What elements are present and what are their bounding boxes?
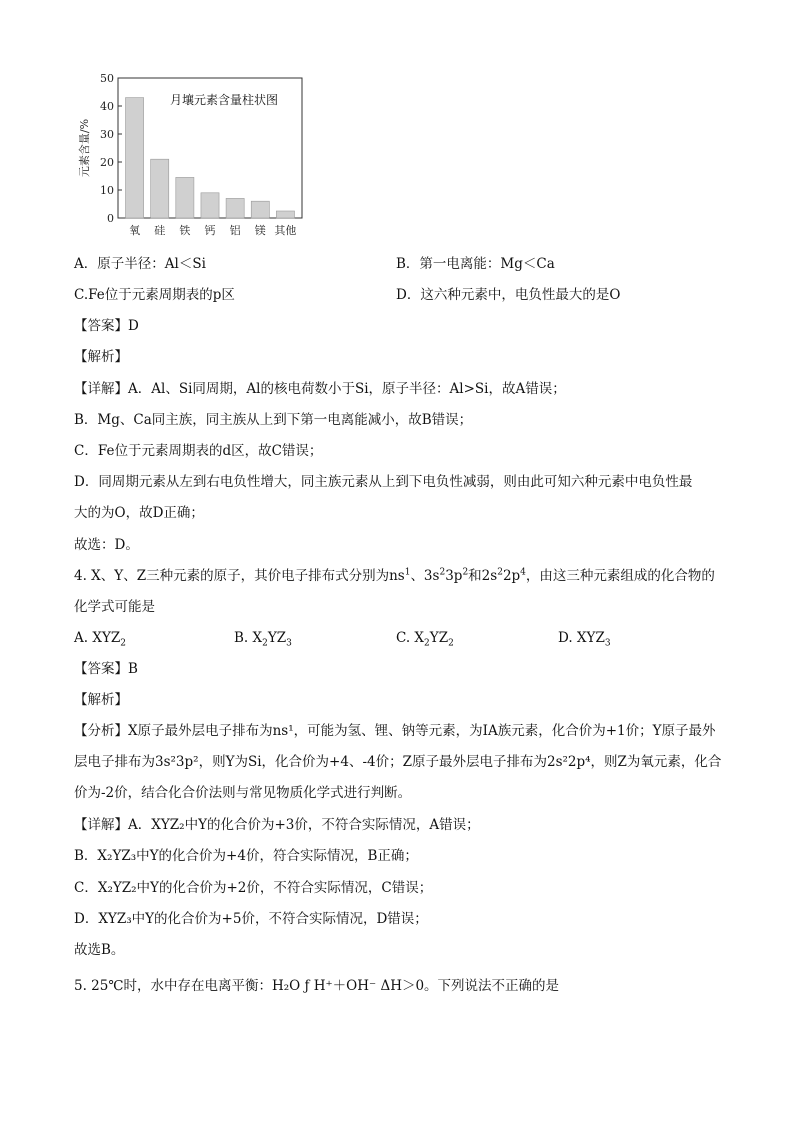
q4-detail-line-5: 故选B。 xyxy=(74,942,125,958)
element-content-bar-chart xyxy=(74,70,314,245)
y-tick-label: 50 xyxy=(100,72,114,85)
x-tick-label: 铁 xyxy=(179,224,191,237)
q3-detail-line-5: 大的为O，故D正确； xyxy=(74,505,204,521)
q4-detail-line-1: 【详解】A．XYZ₂中Y的化合价为+3价，不符合实际情况，A错误； xyxy=(74,817,480,833)
q4-option-sub: 2 xyxy=(424,638,430,649)
q4-stem-sup: 2 xyxy=(439,567,446,578)
y-tick-label: 10 xyxy=(100,184,114,197)
q3-analysis-label: 【解析】 xyxy=(74,349,128,365)
q3-detail-line-6: 故选：D。 xyxy=(74,537,139,553)
q4-option-text: C. X xyxy=(396,630,425,646)
q4-option-b xyxy=(234,628,292,648)
q3-option-b: B．第一电离能：Mg＜Ca xyxy=(396,256,555,272)
q4-option-text: YZ xyxy=(267,630,287,646)
q4-option-sub: 2 xyxy=(262,638,268,649)
q3-option-c: C.Fe位于元素周期表的p区 xyxy=(74,287,235,303)
q4-option-text: B. X xyxy=(234,630,263,646)
q4-stem-part: 3p xyxy=(445,568,463,584)
q5-stem: 5. 25℃时，水中存在电离平衡：H₂O ƒ H⁺＋OH⁻ ΔH＞0。下列说法不正确的是 xyxy=(74,978,560,994)
q4-answer: 【答案】B xyxy=(74,661,138,677)
x-tick-label: 氧 xyxy=(129,224,141,237)
q4-detail-line-4: D．XYZ₃中Y的化合价为+5价，不符合实际情况，D错误； xyxy=(74,911,428,927)
q3-detail-line-1: 【详解】A．Al、Si同周期，Al的核电荷数小于Si，原子半径：Al>Si，故A错误； xyxy=(74,381,566,397)
q4-analysis-paragraph: 【分析】X原子最外层电子排布为ns¹，可能为氢、锂、钠等元素，为IA族元素，化合价为+1价；Y原子最外层电子排布为3s²3p²，则Y为Si，化合价为+4、-4价；Z原子最外层电子排布为2s²2p⁴，则Z为氧元素，化合价为-2价，结合化合价法则与常见物质化学式进行判断。 xyxy=(74,723,722,801)
y-tick-label: 20 xyxy=(100,156,114,169)
q3-detail-line-4: D．同周期元素从左到右电负性增大，同主族元素从上到下电负性减弱，则由此可知六种元素中电负性最 xyxy=(74,474,693,490)
q4-option-text: YZ xyxy=(429,630,449,646)
q3-option-a: A．原子半径：Al＜Si xyxy=(74,256,206,272)
bar xyxy=(126,98,144,218)
q4-stem-line-2: 化学式可能是 xyxy=(74,599,155,615)
x-tick-label: 镁 xyxy=(254,224,266,237)
q4-stem-line-1 xyxy=(74,566,715,586)
y-tick-label: 0 xyxy=(107,212,114,225)
q4-stem-sup: 4 xyxy=(520,567,526,578)
q4-option-sub: 2 xyxy=(120,638,126,649)
x-tick-label: 钙 xyxy=(204,224,216,237)
y-axis-label: 元素含量/% xyxy=(78,118,91,178)
x-tick-label: 其他 xyxy=(274,224,297,237)
q4-option-c xyxy=(396,628,454,648)
q4-detail-line-2: B．X₂YZ₃中Y的化合价为+4价，符合实际情况，B正确； xyxy=(74,848,418,864)
q4-option-sub: 3 xyxy=(604,638,611,649)
bar xyxy=(251,201,269,218)
q3-option-d: D．这六种元素中，电负性最大的是O xyxy=(396,287,621,303)
q4-detail-line-3: C．X₂YZ₂中Y的化合价为+2价，不符合实际情况，C错误； xyxy=(74,880,433,896)
q4-stem-sup: 1 xyxy=(404,567,411,578)
bar xyxy=(276,211,294,218)
y-tick-label: 40 xyxy=(100,100,114,113)
q4-stem-sup: 2 xyxy=(462,567,469,578)
x-tick-label: 硅 xyxy=(154,224,166,237)
q4-stem-part: 和2s xyxy=(468,568,498,584)
q4-option-sub: 3 xyxy=(286,638,292,649)
q4-option-text: D. XYZ xyxy=(558,630,605,646)
q4-option-sub: 2 xyxy=(448,638,454,649)
q4-stem-part: 、3s xyxy=(410,568,440,584)
q4-option-a xyxy=(74,628,126,648)
q4-stem-part: ，由这三种元素组成的化合物的 xyxy=(525,568,715,584)
bar xyxy=(151,159,169,218)
q4-option-d xyxy=(558,628,611,648)
bar xyxy=(201,193,219,218)
q4-analysis-label: 【解析】 xyxy=(74,692,128,708)
bar xyxy=(176,177,194,218)
q3-answer: 【答案】D xyxy=(74,318,139,334)
x-tick-label: 铝 xyxy=(229,224,241,237)
q4-option-text: A. XYZ xyxy=(74,630,121,646)
q4-stem-part: 4. X、Y、Z三种元素的原子，其价电子排布式分别为ns xyxy=(74,568,405,584)
y-tick-label: 30 xyxy=(100,128,114,141)
q3-detail-line-2: B．Mg、Ca同主族，同主族从上到下第一电离能减小，故B错误； xyxy=(74,412,473,428)
q4-stem-part: 2p xyxy=(502,568,521,584)
bar xyxy=(226,198,244,218)
chart-title: 月壤元素含量柱状图 xyxy=(169,93,279,107)
q4-stem-sup: 2 xyxy=(497,567,503,578)
q3-detail-line-3: C．Fe位于元素周期表的d区，故C错误； xyxy=(74,443,323,459)
